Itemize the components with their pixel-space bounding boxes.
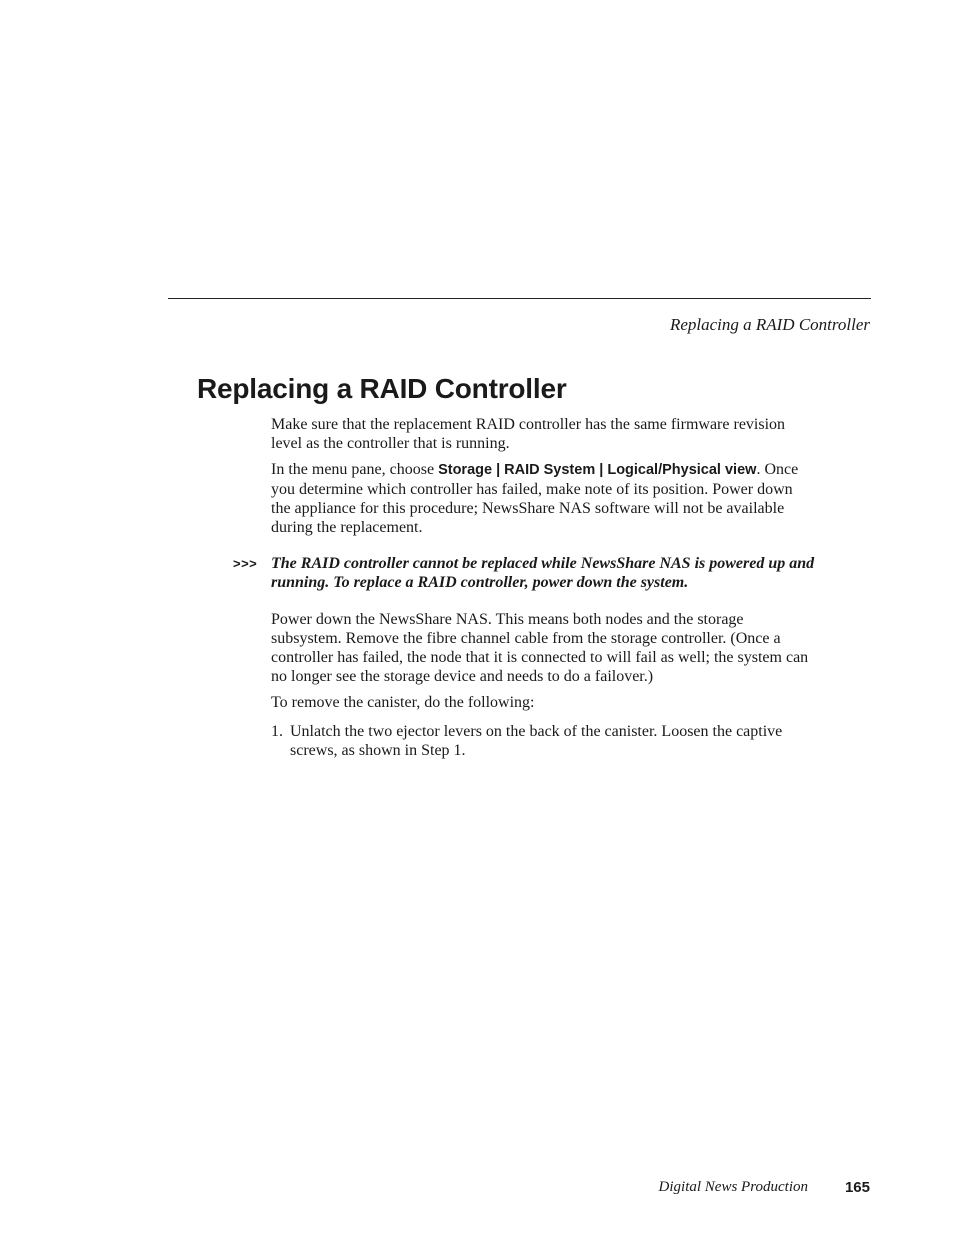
step-number: 1.: [271, 723, 283, 740]
running-header: Replacing a RAID Controller: [669, 315, 870, 334]
page-title: Replacing a RAID Controller: [197, 373, 567, 404]
note-marker-icon: >>>: [233, 556, 258, 571]
menu-instructions-paragraph: [271, 460, 813, 537]
menu-instructions-prefix: In the menu pane, choose: [271, 461, 439, 478]
footer-label: Digital News Production: [658, 1179, 808, 1195]
step-list-item: [271, 722, 816, 760]
warning-note: The RAID controller cannot be replaced while NewsShare NAS is powered up and running. To replace a RAID controller, power down the system.: [271, 555, 815, 591]
remove-canister-intro: To remove the canister, do the following:: [271, 694, 535, 711]
page-number: 165: [844, 1179, 870, 1196]
power-down-paragraph: Power down the NewsShare NAS. This means both nodes and the storage subsystem. Remove the fibre channel cable from the storage controller. (Once a controller has failed, the node that it is connected to will fail as well; the system can no longer see the storage device and needs to do a failover.): [271, 611, 809, 685]
menu-instructions-suffix: . Once you determine which controller has failed, make note of its position. Power down the appliance for this procedure; NewsShare NAS software will not be available during the replacement.: [271, 461, 799, 536]
header-rule: [168, 298, 871, 299]
menu-path: Storage | RAID System | Logical/Physical view: [438, 462, 757, 478]
step-text: Unlatch the two ejector levers on the back of the canister. Loosen the captive screws, as shown in Step 1.: [290, 723, 783, 759]
intro-paragraph: Make sure that the replacement RAID controller has the same firmware revision level as the controller that is running.: [271, 416, 786, 452]
